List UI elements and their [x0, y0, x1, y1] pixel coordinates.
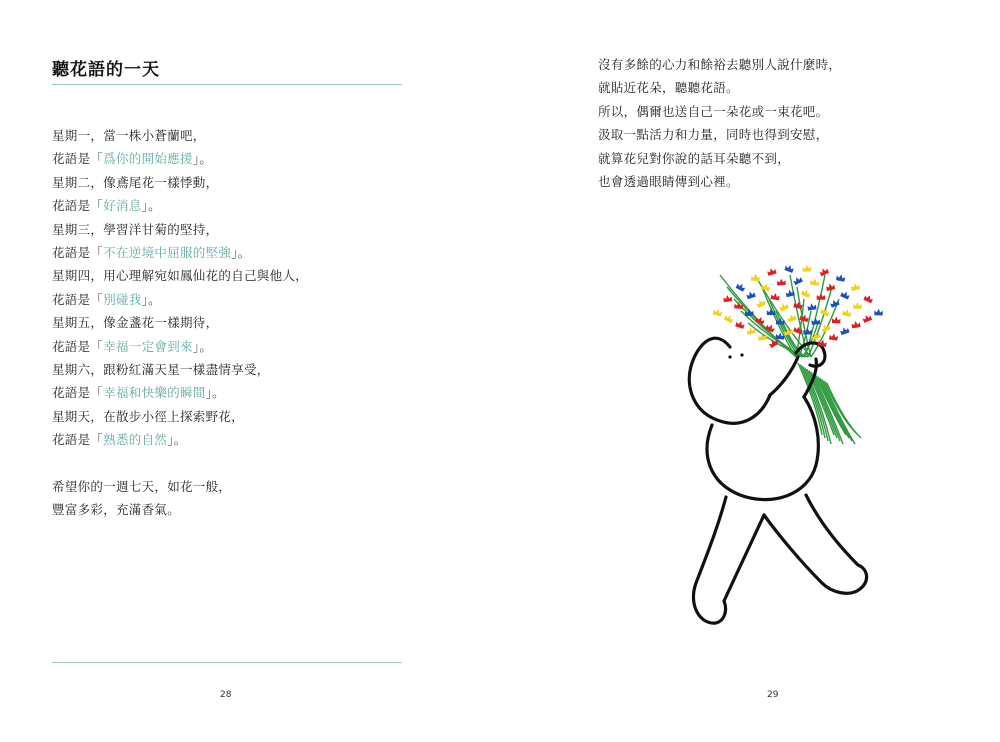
flower [840, 290, 850, 300]
flower [802, 265, 811, 272]
flower [723, 294, 732, 302]
flower [807, 303, 816, 311]
flower [826, 283, 836, 291]
flower [755, 315, 765, 324]
day-line: 星期六，跟粉紅滿天星一樣盡情享受， [52, 361, 270, 377]
flower [811, 317, 820, 325]
page-number: 29 [767, 690, 779, 700]
flower [839, 326, 849, 335]
flower [792, 275, 803, 285]
page-number: 28 [220, 690, 232, 700]
day-line: 星期四，用心理解宛如鳳仙花的自己與他人， [52, 268, 309, 284]
flower-language-highlight: 幸福和快樂的瞬間 [103, 385, 206, 401]
flower-language-highlight: 不在逆境中屈服的堅強 [103, 244, 232, 260]
bouquet-illustration [670, 245, 1000, 645]
body-line: 也會透過眼睛傳到心裡。 [598, 173, 739, 189]
flower [836, 274, 846, 282]
flower-language-line: 花語是「爲你的開始應援」。 [52, 151, 213, 167]
day-line: 星期二，像鳶尾花一樣悸動， [52, 174, 219, 190]
body-line: 就貼近花朵，聽聽花語。 [598, 80, 739, 96]
closing-line: 希望你的一週七天，如花一般， [52, 479, 232, 494]
flower [778, 302, 788, 312]
flower [851, 283, 861, 291]
closing-paragraph [52, 475, 231, 522]
flower-language-line: 花語是「熟悉的自然」。 [52, 432, 187, 448]
flower [853, 302, 862, 309]
flower [851, 320, 860, 328]
flower [832, 316, 841, 323]
flower-language-line: 花語是「幸福和快樂的瞬間」。 [52, 385, 225, 401]
day-list [52, 124, 308, 451]
flower [787, 313, 797, 322]
flower-language-line: 花語是「不在逆境中屈服的堅強」。 [52, 244, 251, 260]
day-line: 星期天，在散步小徑上探索野花， [52, 408, 245, 424]
body-line: 沒有多餘的心力和餘裕去聽別人說什麼時， [598, 57, 842, 72]
flower [842, 308, 852, 317]
flower-language-line: 花語是「好消息」。 [52, 198, 161, 214]
body-line: 就算花兒對你說的話耳朵聽不到， [598, 150, 791, 166]
flower [713, 308, 723, 317]
flower [735, 320, 745, 329]
flower-language-highlight: 爲你的開始應援 [103, 151, 193, 167]
flower [751, 274, 760, 282]
right-page [500, 0, 1000, 742]
flower-language-highlight: 熟悉的自然 [103, 432, 168, 448]
closing-line: 豐富多彩，充滿香氣。 [52, 502, 181, 518]
body-paragraph [598, 53, 841, 193]
flower [862, 314, 872, 323]
body-line: 所以，偶爾也送自己一朵花或一束花吧。 [598, 103, 829, 119]
flower [874, 308, 883, 315]
flower [801, 288, 811, 297]
flower [819, 267, 829, 277]
flower [736, 282, 747, 292]
flower-language-highlight: 幸福一定會到來 [103, 338, 193, 354]
footer-divider [52, 662, 402, 663]
person-figure [689, 338, 866, 623]
flower [761, 282, 771, 291]
flower-language-highlight: 好消息 [103, 198, 142, 214]
day-line: 星期五，像金盞花一樣期待， [52, 315, 219, 331]
stems [720, 275, 861, 444]
flower [746, 290, 756, 299]
flower [724, 313, 735, 323]
flower [756, 298, 767, 308]
flower [745, 309, 754, 316]
page-title: 聽花語的一天 [52, 60, 160, 80]
flower [767, 267, 777, 276]
day-line: 星期三，學習洋甘菊的堅持， [52, 221, 219, 237]
flower [863, 294, 873, 304]
flower-language-line: 花語是「幸福一定會到來」。 [52, 338, 213, 354]
flower [777, 278, 786, 285]
flower [784, 264, 794, 273]
flower-language-highlight: 別碰我 [103, 291, 142, 307]
flower [817, 293, 825, 300]
body-line: 汲取一點活力和力量，同時也得到安慰， [598, 127, 829, 143]
day-line: 星期一，當一株小蒼蘭吧， [52, 128, 206, 143]
title-divider [52, 84, 402, 85]
flower-language-line: 花語是「別碰我」。 [52, 291, 161, 307]
flower [810, 278, 819, 286]
flower [771, 292, 780, 300]
flowers [713, 264, 883, 348]
flower [829, 333, 838, 341]
